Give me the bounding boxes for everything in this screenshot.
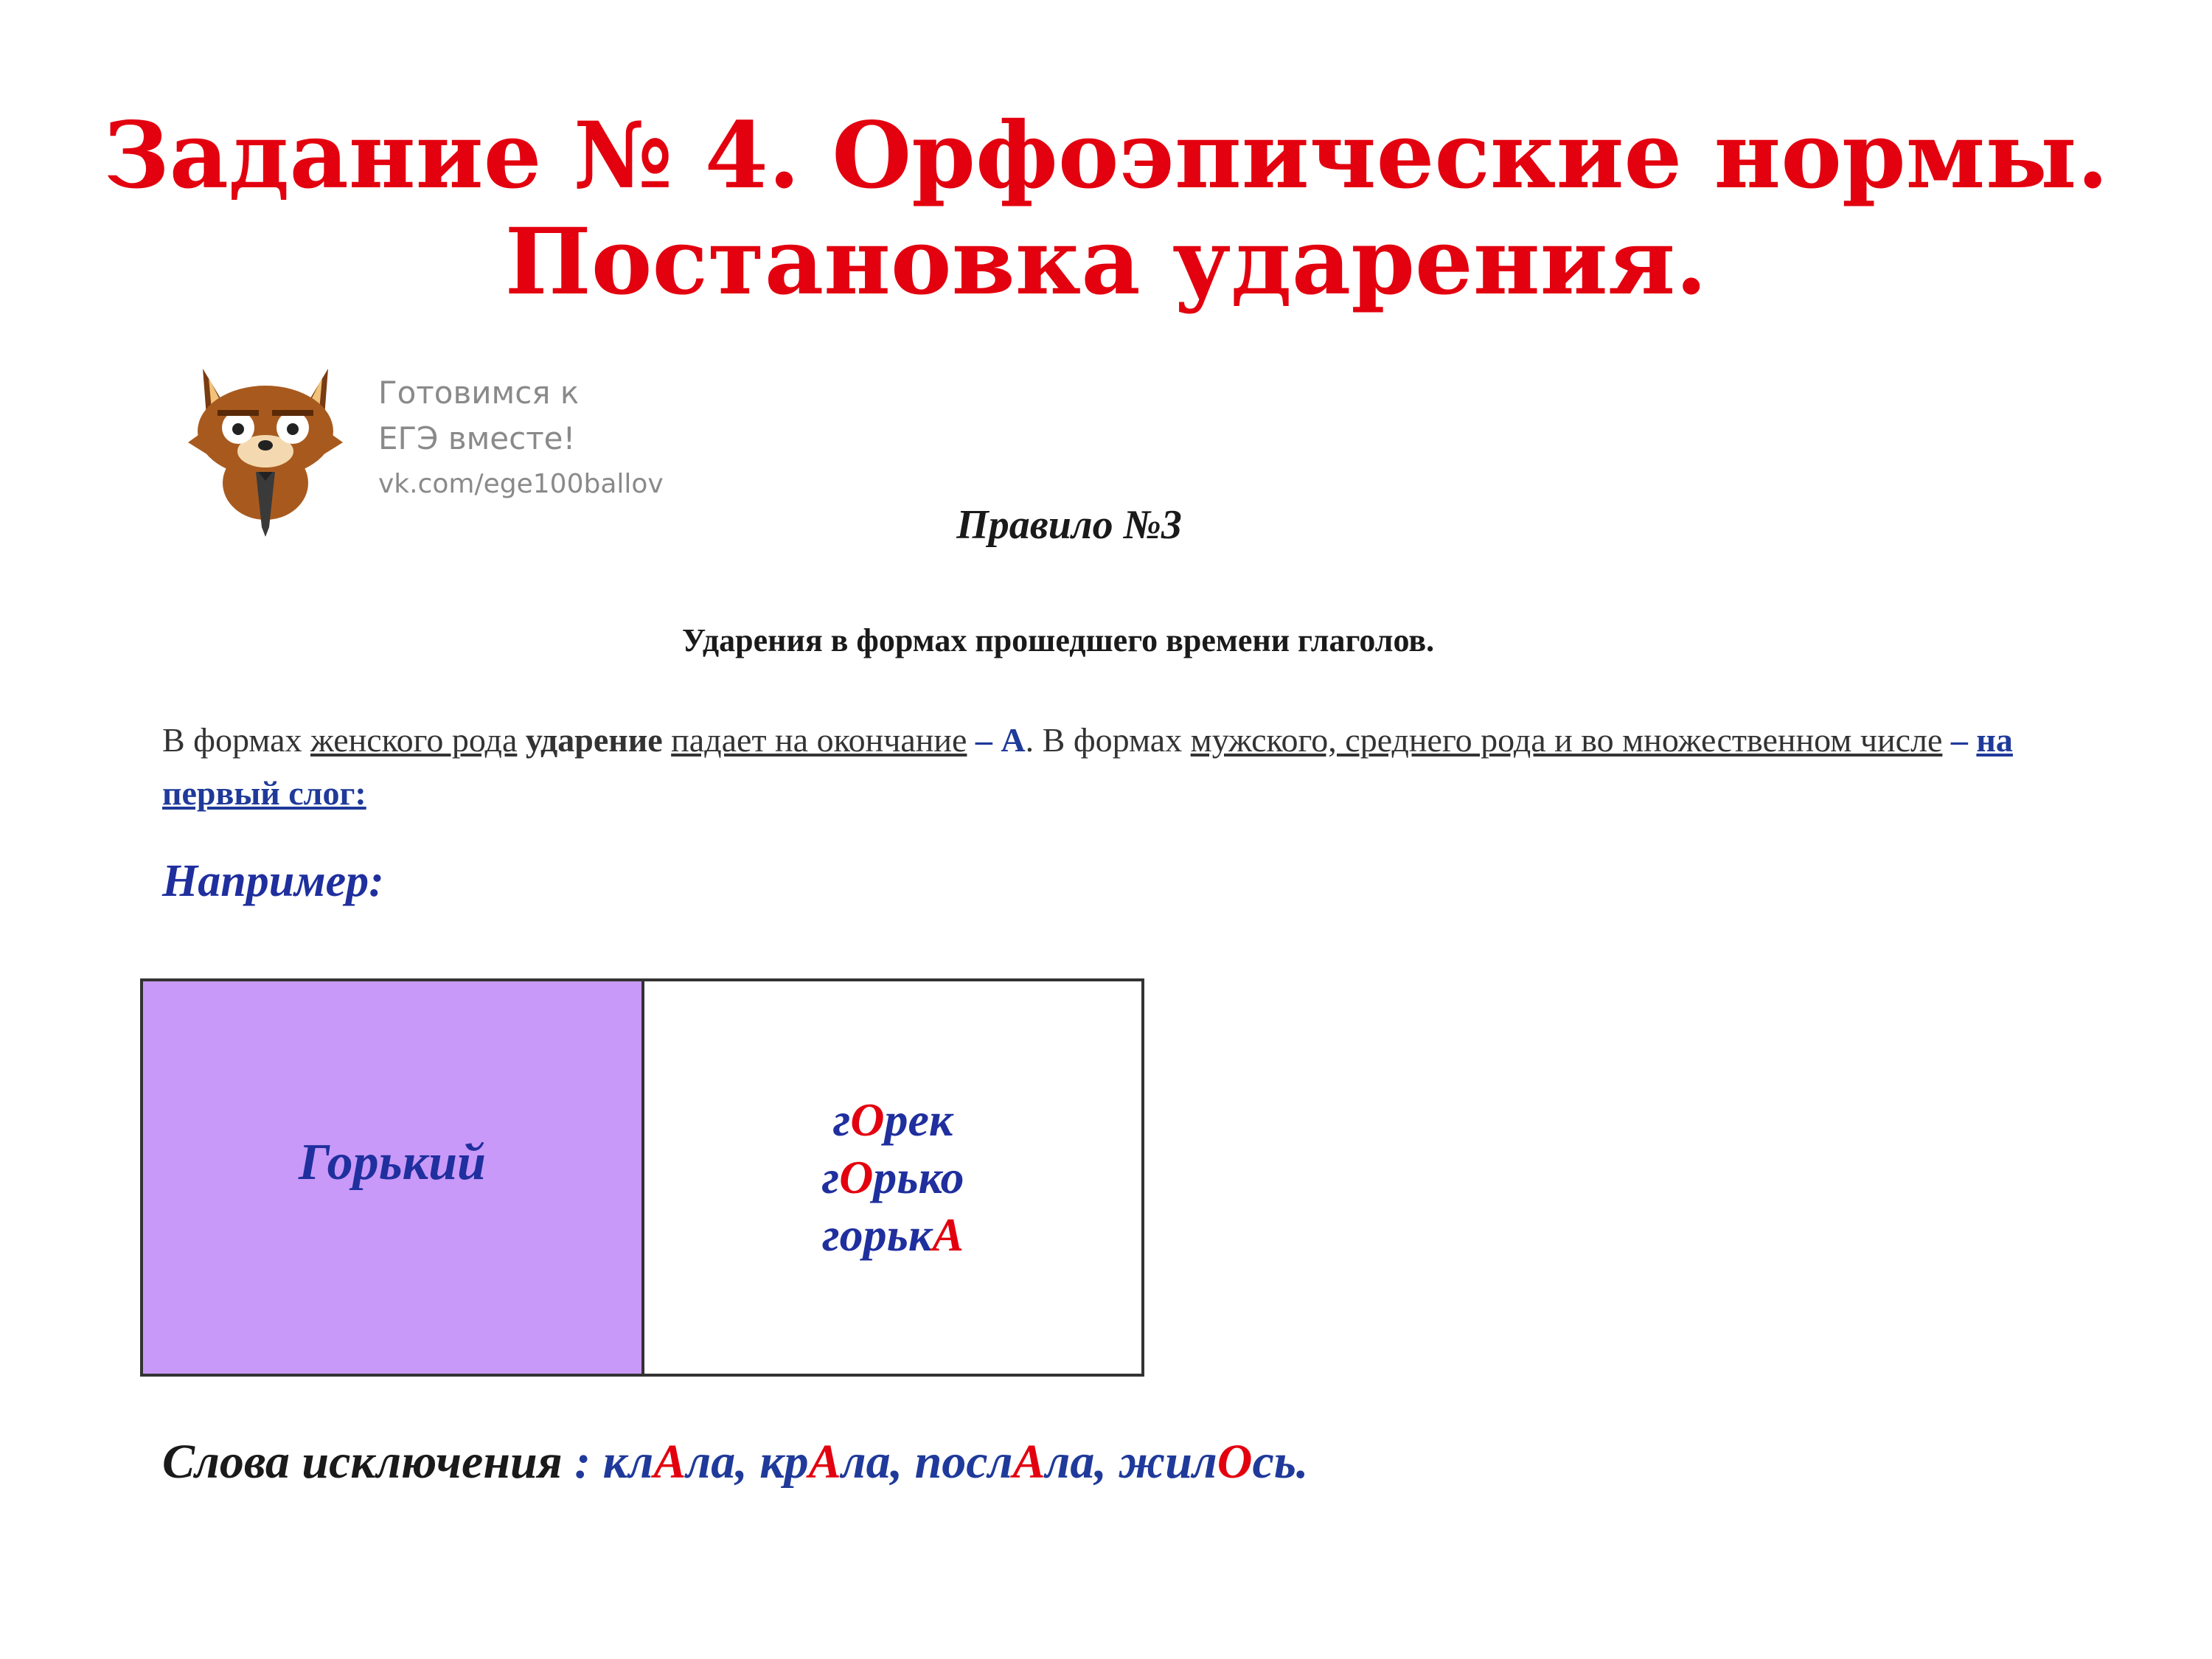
rule-paragraph (162, 714, 2109, 820)
para-masculine: мужского, среднего рода и во множественном числе (1190, 721, 1943, 759)
stressed-vowel: А (932, 1208, 964, 1261)
title-line-1: Задание № 4. Орфоэпические нормы. (103, 102, 2109, 209)
example-forms-cell (644, 981, 1141, 1374)
para-stress-word: ударение (525, 721, 663, 759)
form-part: горьк (822, 1208, 933, 1261)
para-ending: падает на окончание (671, 721, 967, 759)
logo-line-1: Готовимся к (378, 375, 580, 411)
exception-word: жилОсь. (1119, 1435, 1309, 1489)
logo-text (378, 370, 664, 507)
example-table (140, 978, 1144, 1377)
title-line-2: Постановка ударения. (504, 209, 1708, 316)
exception-word: послАла, (914, 1435, 1119, 1489)
form-part: рько (873, 1151, 964, 1203)
para-feminine: женского рода (310, 721, 518, 759)
example-label: Например: (162, 856, 384, 906)
exceptions-label: Слова исключения (162, 1435, 563, 1489)
para-part: . В формах (1025, 721, 1191, 759)
form-line (833, 1091, 953, 1149)
exceptions-line (162, 1434, 1308, 1490)
form-line (822, 1206, 964, 1264)
form-part: г (821, 1151, 840, 1203)
para-ending-a: – А (967, 721, 1026, 759)
form-part: г (832, 1093, 851, 1146)
para-part (517, 721, 526, 759)
exceptions-colon: : (562, 1435, 603, 1489)
exception-word: крАла, (759, 1435, 915, 1489)
form-part: рек (884, 1093, 953, 1146)
form-line (821, 1149, 964, 1206)
para-part (663, 721, 672, 759)
rule-title: Правило №3 (956, 502, 1182, 548)
logo-line-2: ЕГЭ вместе! (378, 420, 576, 456)
logo-link[interactable]: vk.com/ege100ballov (378, 469, 664, 499)
stressed-vowel: О (839, 1151, 874, 1203)
para-dash: – (1942, 721, 1977, 759)
example-word: Горький (299, 1134, 486, 1191)
rule-subtitle: Ударения в формах прошедшего времени глаголов. (681, 622, 1435, 658)
example-word-cell (143, 981, 644, 1374)
fox-mascot-icon (173, 354, 358, 538)
slide-title (0, 103, 2212, 316)
stressed-vowel: О (850, 1093, 885, 1146)
para-first-syllable: на первый слог: (162, 721, 2013, 812)
exception-word: клАла, (602, 1435, 760, 1489)
logo-block (173, 354, 734, 531)
para-part: В формах (162, 721, 311, 759)
